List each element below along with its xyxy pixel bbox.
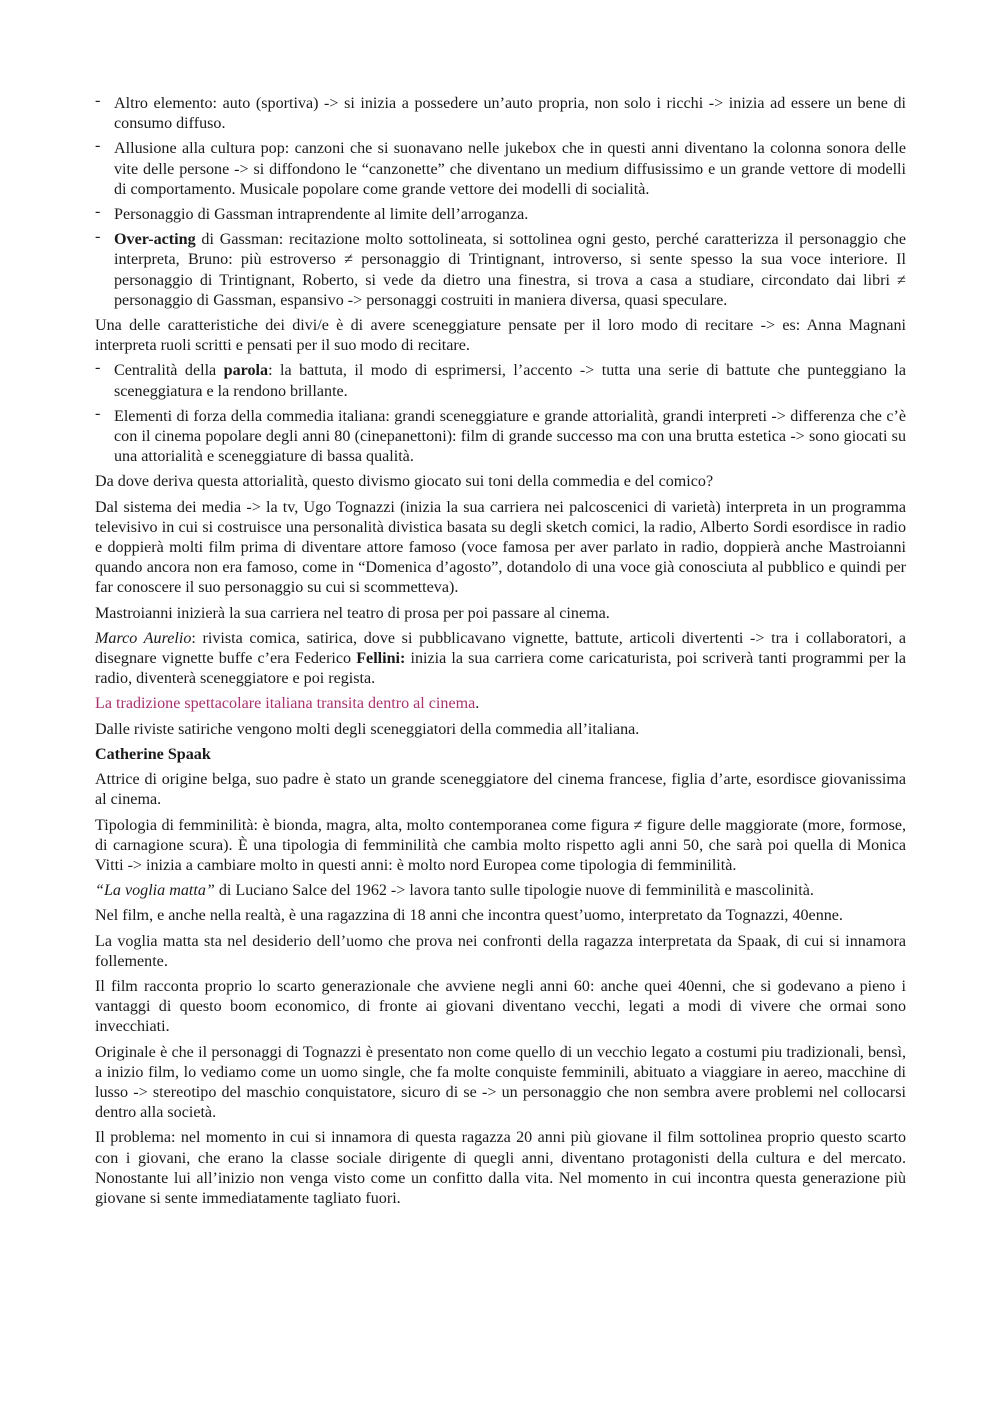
bullet-text: Altro elemento: auto (sportiva) -> si inizia a possedere un’auto propria, non solo i ricchi -> inizia ad essere un bene di consumo diffuso. [114,95,906,133]
paragraph-text: : rivista comica, satirica, dove si pubblicavano vignette, battute, articoli divertenti -> tra i collaboratori, a disegnare vignette buffe c’era Federico [95,629,907,668]
bullet-text: Allusione alla cultura pop: canzoni che si suonavano nelle jukebox che in questi anni diventano la colonna sonora delle vite delle persone -> si diffondono le “canzonette” che diventano un medium diffusissimo e un grande vettore di modelli di comportamento. Musicale popolare come grande vettore dei modelli di socialità. [114,140,906,198]
paragraph-marco-aurelio [95,629,906,690]
bullet-item [95,404,906,468]
paragraph-desiderio: La voglia matta sta nel desiderio dell’uomo che prova nei confronti della ragazza interpretata da Spaak, di cui si innamora follemente. [95,932,906,970]
dash-marker: - [95,404,101,422]
dash-marker: - [95,359,101,377]
paragraph-question: Da dove deriva questa attorialità, questo divismo giocato sui toni della commedia e del comico? [95,473,714,491]
paragraph-text: di Luciano Salce del 1962 -> lavora tanto sulle tipologie nuove di femminilità e mascolinità. [214,882,814,900]
highlighted-text: La tradizione spettacolare italiana transita dentro al cinema [95,695,476,713]
bullet-item [95,139,906,200]
bold-term: parola [223,362,269,380]
paragraph-media: Dal sistema dei media -> la tv, Ugo Tognazzi (inizia la sua carriera nei palcoscenici di varietà) interpreta in un programma televisivo in cui si costruisce una personalità divistica basata su degli sketch comici, la radio, Alberto Sordi esordisce in radio e doppierà molti film prima di diventare attore famoso (voce famosa per aver parlato in radio, doppierà anche Mastroianni quando ancora non era famoso, come in “Domenica d’agosto”, dotandolo di una voce già conosciuta al pubblico e quindi per far conoscere il suo personaggio su cui si scommetteva). [95,498,906,597]
paragraph-scarto: Il film racconta proprio lo scarto generazionale che avviene negli anni 60: anche quei 40enni, che si godevano a pieno i vantaggi di questo boom economico, di fronte ai giovani diventano vecchi, legati a modi di vivere che ormai sono invecchiati. [95,977,906,1036]
bullet-text: Centralità della [114,362,224,380]
paragraph-originale: Originale è che il personaggi di Tognazzi è presentato non come quello di un vecchio legato a costumi piu tradizionali, bensì, a inizio film, lo vediamo come un uomo single, che fa molte conquiste femminili, abituato a viaggiare in aereo, macchine di lusso -> stereotipo del maschio conquistatore, sicuro di se -> un personaggio che non sembra avere problemi nel collocarsi dentro alla società. [95,1043,906,1122]
bullet-item [95,230,906,311]
bullet-item [95,205,906,225]
bullet-text: di Gassman: recitazione molto sottolineata, si sottolinea ogni gesto, perché caratterizza il personaggio che interpreta, Bruno: più estroverso ≠ personaggio di Trintignant, introverso, si sente spesso la sua voce interiore. Il personaggio di Trintignant, Roberto, si vede da dietro una finestra, si trova a casa a studiare, circondato dai libri ≠ personaggio di Gassman, espansivo -> personaggi costruiti in maniera diversa, quasi speculare. [114,231,906,309]
paragraph-mastroianni: Mastroianni inizierà la sua carriera nel teatro di prosa per poi passare al cinema. [95,604,610,622]
italic-title: “La voglia matta” [95,882,215,900]
bullet-text: Personaggio di Gassman intraprendente al limite dell’arroganza. [114,206,529,224]
paragraph-riviste: Dalle riviste satiriche vengono molti degli sceneggiatori della commedia all’italiana. [95,720,640,738]
section-heading: Catherine Spaak [95,745,211,763]
dash-marker: - [95,92,101,109]
bullet-item [95,361,906,401]
bullet-item [95,94,906,134]
document-page [95,94,906,1214]
paragraph-tipologia: Tipologia di femminilità: è bionda, magra, alta, molto contemporanea come figura ≠ figure delle maggiorate (more, formose, di carnagione scura). È una tipologia di femminilità che cambia molto rispetto agli anni 50, che sarà poi quella di Monica Vitti -> inizia a cambiare molto in questi anni: è molto nord Europea come tipologia di femminilità. [95,816,906,874]
bullet-text: : la battuta, il modo di esprimersi, l’accento -> tutta una serie di battute che punteggiano la sceneggiatura e la rendono brillante. [114,362,906,400]
paragraph-divi: Una delle caratteristiche dei divi/e è di avere sceneggiature pensate per il loro modo di recitare -> es: Anna Magnani interpreta ruoli scritti e pensati per il suo modo di recitare. [95,317,906,355]
dash-marker: - [95,228,101,246]
bullet-text: Elementi di forza della commedia italiana: grandi sceneggiature e grande attorialità, grandi interpreti -> differenza che c’è con il cinema popolare degli anni 80 (cinepanettoni): film di grande successo ma con una brutta estetica -> sono giocati su una attorialità e sceneggiature di bassa qualità. [114,407,906,466]
italic-title: Marco Aurelio [95,629,192,647]
paragraph-film: Nel film, e anche nella realtà, è una ragazzina di 18 anni che incontra quest’uomo, interpretato da Tognazzi, 40enne. [95,907,843,925]
paragraph-text: . [475,695,480,713]
paragraph-text: inizia la sua carriera come caricaturista, poi scriverà tanti programmi per la radio, diventerà sceneggiatore e poi regista. [95,650,907,688]
paragraph-voglia-matta [95,881,906,901]
paragraph-attrice: Attrice di origine belga, suo padre è stato un grande sceneggiatore del cinema francese, figlia d’arte, esordisce giovanissima al cinema. [95,771,906,809]
bold-term: Fellini: [356,650,406,668]
paragraph-highlight [95,694,906,714]
dash-marker: - [95,203,101,221]
bold-term: Over-acting [114,231,196,249]
paragraph-problema: Il problema: nel momento in cui si innamora di questa ragazza 20 anni più giovane il film sottolinea proprio questo scarto con i giovani, che erano la classe sociale dirigente di quegli anni, diventano protagonisti della cultura e del mercato. Nonostante lui all’inizio non venga visto come un confitto dalla vita. Nel momento in cui incontra questa generazione più giovane si sente immediatamente tagliato fuori. [95,1129,906,1207]
dash-marker: - [95,137,101,155]
